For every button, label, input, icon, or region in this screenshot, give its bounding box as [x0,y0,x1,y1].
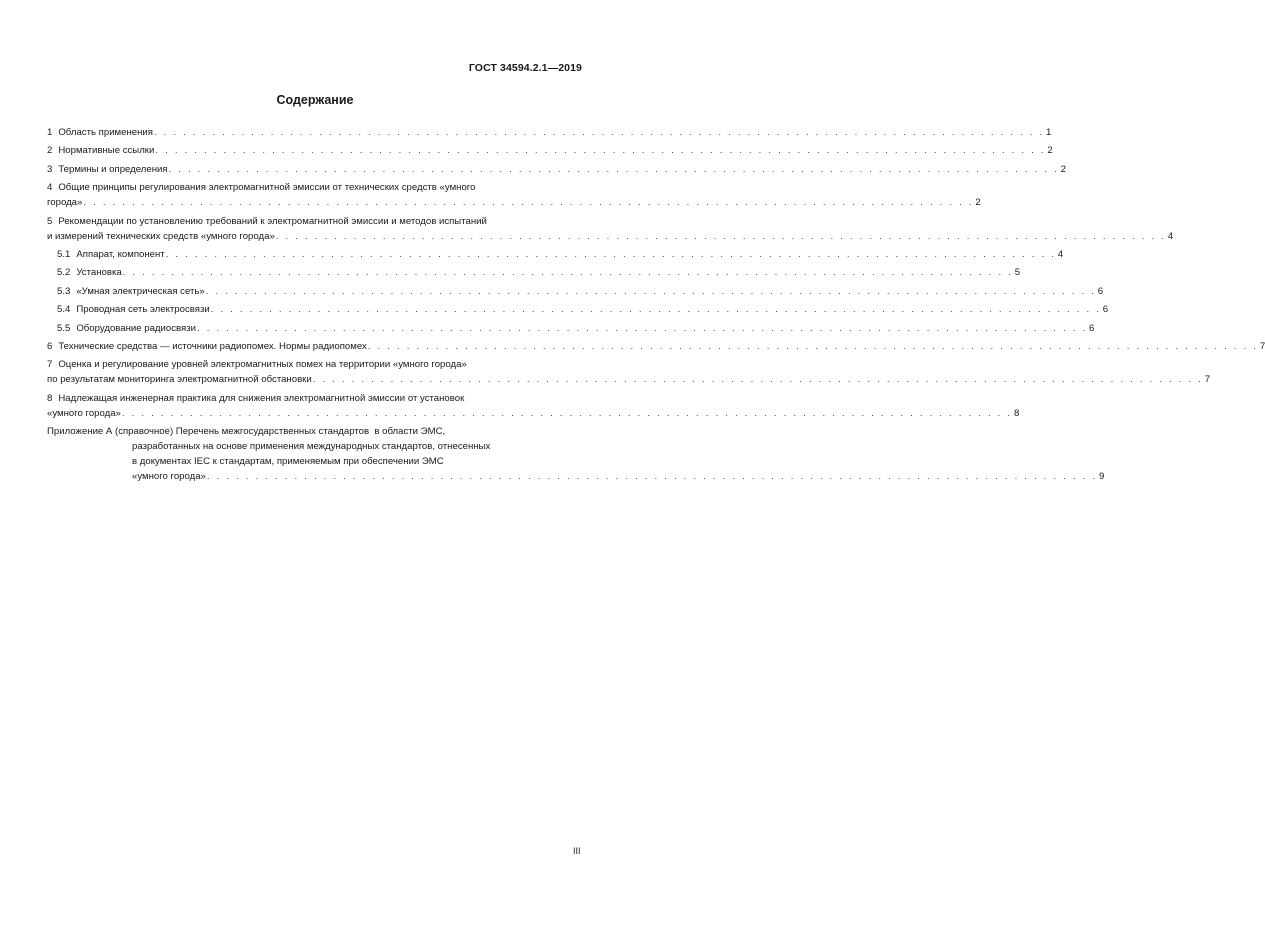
toc-entry-8[interactable]: 8 Надлежащая инженерная практика для снижения электромагнитной эмиссии от установок [47,392,465,404]
toc-appendix-a-line3[interactable]: в документах IEC к стандартам, применяемым при обеспечении ЭМС [132,456,444,468]
page-number-roman: III [573,846,581,856]
toc-entry-5-2[interactable]: 5.2 Установка . . . . . . . . . . . . . . . . . . . . . . . . . . . . . . . . . . . . . . . . . . . . . . . . . . . . . . . . . . . . . . . . . . . . . . . . . . . . . . . . . . . . . . . . . . . . 5 [47,264,575,282]
toc-entry-5-1[interactable]: 5.1 Аппарат, компонент . . . . . . . . . . . . . . . . . . . . . . . . . . . . . . . . . . . . . . . . . . . . . . . . . . . . . . . . . . . . . . . . . . . . . . . . . . . . . . . . . . . . . . . . . . . . 4 [47,246,575,264]
dot-leader: . . . . . . . . . . . . . . . . . . . . . . . . . . . . . . . . . . . . . . . . . . . . . . . . . . . . . . . . . . . . . . . . . . . . . . . . . . . . . . . . . . . . . . . . . . . . [312,374,1204,386]
toc-entry-7-cont[interactable]: по результатам мониторинга электромагнитной обстановки . . . . . . . . . . . . . . . . . . . . . . . . . . . . . . . . . . . . . . . . . . . . . . . . . . . . . . . . . . . . . . . . . . . . . . . . . . . . . . . . . . . . . . . . . . . . 7 [47,371,575,389]
standard-designation: ГОСТ 34594.2.1—2019 [468,62,582,74]
toc-entry-5-5[interactable]: 5.5 Оборудование радиосвязи . . . . . . . . . . . . . . . . . . . . . . . . . . . . . . . . . . . . . . . . . . . . . . . . . . . . . . . . . . . . . . . . . . . . . . . . . . . . . . . . . . . . . . . . . . . . 6 [47,320,575,338]
page-number: 6 [1097,285,1104,297]
page-number: 6 [1089,322,1095,334]
page-number: 7 [1259,340,1265,352]
dot-leader: . . . . . . . . . . . . . . . . . . . . . . . . . . . . . . . . . . . . . . . . . . . . . . . . . . . . . . . . . . . . . . . . . . . . . . . . . . . . . . . . . . . . . . . . . . . . [121,407,1013,419]
toc-entry-3[interactable]: 3 Термины и определения . . . . . . . . . . . . . . . . . . . . . . . . . . . . . . . . . . . . . . . . . . . . . . . . . . . . . . . . . . . . . . . . . . . . . . . . . . . . . . . . . . . . . . . . . . . . 2 [47,161,575,179]
dot-leader: . . . . . . . . . . . . . . . . . . . . . . . . . . . . . . . . . . . . . . . . . . . . . . . . . . . . . . . . . . . . . . . . . . . . . . . . . . . . . . . . . . . . . . . . . . . . [205,285,1097,297]
dot-leader: . . . . . . . . . . . . . . . . . . . . . . . . . . . . . . . . . . . . . . . . . . . . . . . . . . . . . . . . . . . . . . . . . . . . . . . . . . . . . . . . . . . . . . . . . . . . [210,304,1102,316]
dot-leader: . . . . . . . . . . . . . . . . . . . . . . . . . . . . . . . . . . . . . . . . . . . . . . . . . . . . . . . . . . . . . . . . . . . . . . . . . . . . . . . . . . . . . . . . . . . . [206,471,1098,483]
toc-appendix-a-line4[interactable]: «умного города» . . . . . . . . . . . . . . . . . . . . . . . . . . . . . . . . . . . . . . . . . . . . . . . . . . . . . . . . . . . . . . . . . . . . . . . . . . . . . . . . . . . . . . . . . . . . 9 [47,468,575,486]
dot-leader: . . . . . . . . . . . . . . . . . . . . . . . . . . . . . . . . . . . . . . . . . . . . . . . . . . . . . . . . . . . . . . . . . . . . . . . . . . . . . . . . . . . . . . . . . . . . [196,322,1088,334]
page-title: Содержание [276,93,354,107]
toc-entry-2[interactable]: 2 Нормативные ссылки . . . . . . . . . . . . . . . . . . . . . . . . . . . . . . . . . . . . . . . . . . . . . . . . . . . . . . . . . . . . . . . . . . . . . . . . . . . . . . . . . . . . . . . . . . . . 2 [47,142,575,160]
dot-leader: . . . . . . . . . . . . . . . . . . . . . . . . . . . . . . . . . . . . . . . . . . . . . . . . . . . . . . . . . . . . . . . . . . . . . . . . . . . . . . . . . . . . . . . . . . . . [155,145,1046,157]
toc-entry-5-cont[interactable]: и измерений технических средств «умного города» . . . . . . . . . . . . . . . . . . . . . . . . . . . . . . . . . . . . . . . . . . . . . . . . . . . . . . . . . . . . . . . . . . . . . . . . . . . . . . . . . . . . . . . . . . . . 4 [47,228,575,246]
toc-entry-7[interactable]: 7 Оценка и регулирование уровней электромагнитных помех на территории «умного города» [47,359,467,371]
toc-entry-1[interactable]: 1 Область применения . . . . . . . . . . . . . . . . . . . . . . . . . . . . . . . . . . . . . . . . . . . . . . . . . . . . . . . . . . . . . . . . . . . . . . . . . . . . . . . . . . . . . . . . . . . . 1 [47,124,575,142]
dot-leader: . . . . . . . . . . . . . . . . . . . . . . . . . . . . . . . . . . . . . . . . . . . . . . . . . . . . . . . . . . . . . . . . . . . . . . . . . . . . . . . . . . . . . . . . . . . . [165,248,1057,260]
toc-entry-4-cont[interactable]: города» . . . . . . . . . . . . . . . . . . . . . . . . . . . . . . . . . . . . . . . . . . . . . . . . . . . . . . . . . . . . . . . . . . . . . . . . . . . . . . . . . . . . . . . . . . . . 2 [47,194,575,212]
dot-leader: . . . . . . . . . . . . . . . . . . . . . . . . . . . . . . . . . . . . . . . . . . . . . . . . . . . . . . . . . . . . . . . . . . . . . . . . . . . . . . . . . . . . . . . . . . . . [153,127,1045,138]
dot-leader: . . . . . . . . . . . . . . . . . . . . . . . . . . . . . . . . . . . . . . . . . . . . . . . . . . . . . . . . . . . . . . . . . . . . . . . . . . . . . . . . . . . . . . . . . . . . [168,163,1059,175]
toc-entry-8-cont[interactable]: «умного города» . . . . . . . . . . . . . . . . . . . . . . . . . . . . . . . . . . . . . . . . . . . . . . . . . . . . . . . . . . . . . . . . . . . . . . . . . . . . . . . . . . . . . . . . . . . . 8 [47,405,575,423]
toc-entry-5-3[interactable]: 5.3 «Умная электрическая сеть» . . . . . . . . . . . . . . . . . . . . . . . . . . . . . . . . . . . . . . . . . . . . . . . . . . . . . . . . . . . . . . . . . . . . . . . . . . . . . . . . . . . . . . . . . . . . 6 [47,283,575,301]
toc-entry-5-4[interactable]: 5.4 Проводная сеть электросвязи . . . . . . . . . . . . . . . . . . . . . . . . . . . . . . . . . . . . . . . . . . . . . . . . . . . . . . . . . . . . . . . . . . . . . . . . . . . . . . . . . . . . . . . . . . . . 6 [47,301,575,319]
page-number: 2 [1060,163,1066,175]
page-number: 9 [1098,471,1105,483]
dot-leader: . . . . . . . . . . . . . . . . . . . . . . . . . . . . . . . . . . . . . . . . . . . . . . . . . . . . . . . . . . . . . . . . . . . . . . . . . . . . . . . . . . . . . . . . . . . . [275,230,1167,242]
page-number: 2 [975,197,981,209]
page-number: 2 [1047,145,1053,157]
toc-entry-5[interactable]: 5 Рекомендации по установлению требований к электромагнитной эмиссии и методов испытаний [47,215,487,227]
toc-appendix-a[interactable]: Приложение А (справочное) Перечень межгосударственных стандартов в области ЭМС, [47,426,446,438]
page-number: 7 [1204,374,1211,386]
page-number: 4 [1057,248,1064,260]
dot-leader: . . . . . . . . . . . . . . . . . . . . . . . . . . . . . . . . . . . . . . . . . . . . . . . . . . . . . . . . . . . . . . . . . . . . . . . . . . . . . . . . . . . . . . . . . . . . [367,340,1259,352]
table-of-contents [47,124,1265,486]
page-number: 6 [1102,304,1109,316]
page-number: 5 [1014,267,1021,279]
toc-entry-6[interactable]: 6 Технические средства — источники радиопомех. Нормы радиопомех . . . . . . . . . . . . . . . . . . . . . . . . . . . . . . . . . . . . . . . . . . . . . . . . . . . . . . . . . . . . . . . . . . . . . . . . . . . . . . . . . . . . . . . . . . . . 7 [47,338,575,356]
page-number: 4 [1167,230,1174,242]
toc-entry-4[interactable]: 4 Общие принципы регулирования электромагнитной эмиссии от технических средств «умного [47,182,476,194]
dot-leader: . . . . . . . . . . . . . . . . . . . . . . . . . . . . . . . . . . . . . . . . . . . . . . . . . . . . . . . . . . . . . . . . . . . . . . . . . . . . . . . . . . . . . . . . . . . . [122,267,1014,279]
dot-leader: . . . . . . . . . . . . . . . . . . . . . . . . . . . . . . . . . . . . . . . . . . . . . . . . . . . . . . . . . . . . . . . . . . . . . . . . . . . . . . . . . . . . . . . . . . . . [83,197,974,209]
toc-appendix-a-line2[interactable]: разработанных на основе применения международных стандартов, отнесенных [132,441,491,453]
page-number: 8 [1013,407,1020,419]
page-number: 1 [1046,127,1052,138]
